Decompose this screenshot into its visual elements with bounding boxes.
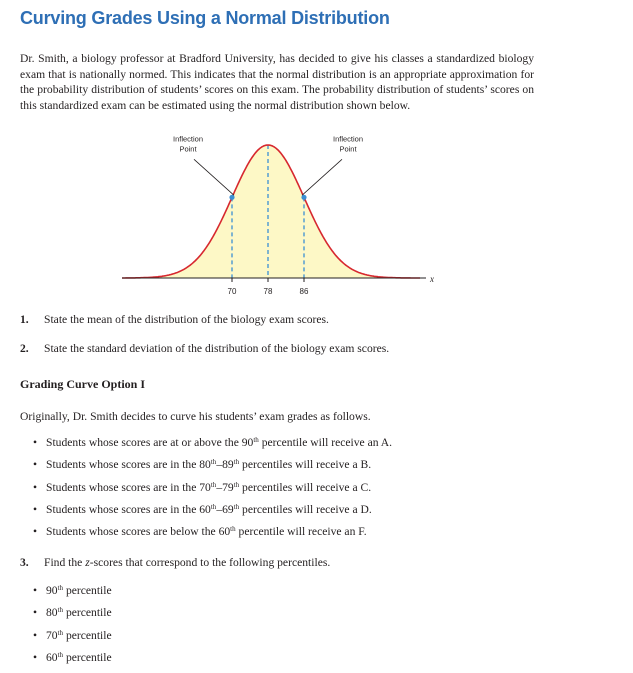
grade-rule-f: • Students whose scores are below the 60th percentile will receive an F.: [33, 525, 367, 539]
bullet-icon: •: [33, 436, 38, 449]
inflection-label-left-line1: Inflection: [172, 134, 204, 144]
grade-rule-a: • Students whose scores are at or above the 90th percentile will receive an A.: [33, 436, 393, 449]
inflection-leader-right: [302, 159, 342, 195]
bullet-icon: •: [33, 525, 38, 539]
tick-label-86: 86: [299, 287, 309, 296]
bullet-icon: •: [33, 584, 38, 597]
question-2: [20, 342, 389, 355]
bullet-icon: •: [33, 606, 38, 620]
question-3-number: 3.: [20, 556, 29, 569]
percentile-item: • 90th percentile: [33, 584, 112, 597]
question-1-text: State the mean of the distribution of the biology exam scores.: [44, 313, 329, 326]
inflection-point-left: [229, 195, 234, 200]
grade-rule-list: [33, 436, 392, 547]
tick-label-78: 78: [263, 287, 273, 296]
intro-paragraph: Dr. Smith, a biology professor at Bradford University, has decided to give his classes a standardized biology exam that is nationally normed. This indicates that the normal distribution is an appropriate approximation for the probability distribution of students’ scores on this exam. The probability distribution of students’ scores on this standardized exam can be estimated using the normal distribution shown below.: [20, 52, 534, 113]
bullet-icon: •: [33, 650, 38, 664]
question-1: [20, 313, 329, 326]
option-intro: Originally, Dr. Smith decides to curve his students’ exam grades as follows.: [20, 410, 371, 423]
tick-label-70: 70: [227, 287, 237, 296]
bullet-icon: •: [33, 480, 38, 494]
percentile-item: • 70th percentile: [33, 628, 112, 642]
curve-fill-area: [122, 145, 420, 278]
inflection-label-left-line2: Point: [179, 144, 197, 154]
bullet-icon: •: [33, 628, 38, 642]
question-3: 3. Find the z-scores that correspond to the following percentiles.: [20, 556, 331, 569]
inflection-point-right: [301, 195, 306, 200]
inflection-label-right-line2: Point: [339, 144, 357, 154]
bullet-icon: •: [33, 458, 38, 472]
grade-rule-b: • Students whose scores are in the 80th–89th percentiles will receive a B.: [33, 458, 372, 472]
x-axis-label: x: [430, 274, 434, 284]
question-2-number: 2.: [20, 342, 29, 355]
inflection-label-right-line1: Inflection: [332, 134, 364, 144]
normal-distribution-chart: [110, 133, 440, 305]
grade-rule-d: • Students whose scores are in the 60th–69th percentiles will receive a D.: [33, 502, 372, 516]
question-1-number: 1.: [20, 313, 29, 326]
percentile-item: • 60th percentile: [33, 650, 112, 664]
question-2-text: State the standard deviation of the distribution of the biology exam scores.: [44, 342, 390, 355]
page-title: Curving Grades Using a Normal Distribution: [20, 8, 390, 28]
option-heading: Grading Curve Option I: [20, 377, 146, 391]
z-variable: z: [85, 556, 90, 569]
percentile-list: [33, 584, 112, 673]
percentile-item: • 80th percentile: [33, 606, 112, 620]
inflection-leader-left: [194, 159, 234, 195]
grade-rule-c: • Students whose scores are in the 70th–79th percentiles will receive a C.: [33, 480, 372, 494]
bullet-icon: •: [33, 502, 38, 516]
